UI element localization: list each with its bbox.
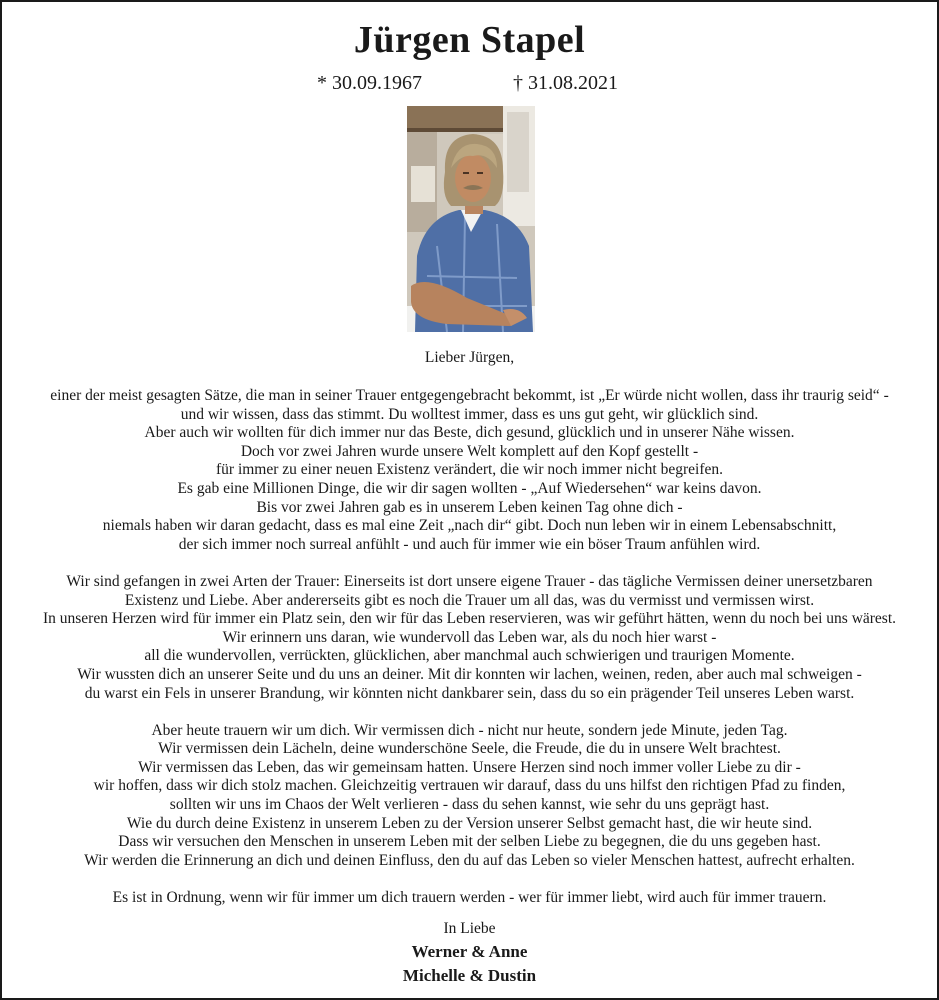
portrait-photo xyxy=(407,106,535,332)
text-line: Doch vor zwei Jahren wurde unsere Welt komplett auf den Kopf gestellt - xyxy=(240,442,699,460)
deceased-name: Jürgen Stapel xyxy=(353,19,586,61)
paragraph xyxy=(2,387,937,554)
text-line: du warst ein Fels in unserer Brandung, wir könnten nicht dankbarer sein, dass du so ein prägender Teil unseres Leben warst. xyxy=(84,684,855,702)
text-line: wir hoffen, dass wir dich stolz machen. Gleichzeitig vertrauen wir darauf, dass du uns hilfst den richtigen Pfad zu finden, xyxy=(93,777,846,795)
text-line: und wir wissen, dass das stimmt. Du wolltest immer, dass es uns gut geht, wir glücklich sind. xyxy=(180,405,759,423)
letter-body xyxy=(2,387,937,908)
text-line: Wir werden die Erinnerung an dich und deinen Einfluss, den du auf das Leben so vieler Menschen hattest, aufrecht erhalten. xyxy=(84,851,855,869)
text-line: sollten wir uns im Chaos der Welt verlieren - dass du sehen kannst, wie sehr du uns geprägt hast. xyxy=(169,796,770,814)
paragraph xyxy=(2,722,937,871)
death-date: † 31.08.2021 xyxy=(513,72,618,94)
text-line: der sich immer noch surreal anfühlt - und auch für immer wie ein böser Traum anfühlen wird. xyxy=(178,535,761,553)
salutation: Lieber Jürgen, xyxy=(424,349,515,366)
signer-line: Michelle & Dustin xyxy=(402,966,537,985)
text-line: Wir erinnern uns daran, wie wundervoll das Leben war, als du noch hier warst - xyxy=(222,628,717,646)
text-line: In unseren Herzen wird für immer ein Platz sein, den wir für das Leben reservieren, was wir geführt hätten, wenn du noch bei uns wärest. xyxy=(42,610,897,628)
birth-date: * 30.09.1967 xyxy=(317,72,422,94)
text-line: Wir vermissen dein Lächeln, deine wunderschöne Seele, die Freude, die du in unsere Welt brachtest. xyxy=(158,740,781,758)
text-line: Wir sind gefangen in zwei Arten der Trauer: Einerseits ist dort unsere eigene Trauer - das tägliche Vermissen deiner unersetzbaren xyxy=(66,572,873,590)
text-line: Dass wir versuchen den Menschen in unserem Leben mit der selben Liebe zu begegnen, die du uns gegeben hast. xyxy=(118,833,821,851)
text-line: einer der meist gesagten Sätze, die man in seiner Trauer entgegengebracht bekommt, ist „Er würde nicht wollen, dass ihr traurig seid“ - xyxy=(50,387,889,404)
text-line: Es ist in Ordnung, wenn wir für immer um dich trauern werden - wer für immer liebt, wird auch für immer trauern. xyxy=(112,889,827,907)
text-line: Wir vermissen das Leben, das wir gemeinsam hatten. Unsere Herzen sind noch immer voller Liebe zu dir - xyxy=(138,758,801,776)
paragraph xyxy=(2,573,937,703)
text-line: Existenz und Liebe. Aber andererseits gibt es noch die Trauer um all das, was du vermisst und vermissen wirst. xyxy=(124,591,815,609)
text-line: Es gab eine Millionen Dinge, die wir dir sagen wollten - „Auf Wiedersehen“ war keins davon. xyxy=(177,479,762,497)
closing-block xyxy=(2,918,937,988)
text-line: für immer zu einer neuen Existenz verändert, die wir noch immer nicht begreifen. xyxy=(216,461,723,479)
signer-line: Werner & Anne xyxy=(411,942,528,961)
text-line: Wir wussten dich an unserer Seite und du uns an deiner. Mit dir konnten wir lachen, weinen, reden, aber auch mal schweigen - xyxy=(77,665,862,683)
life-dates xyxy=(2,70,937,96)
text-line: Aber heute trauern wir um dich. Wir vermissen dich - nicht nur heute, sondern jede Minute, jeden Tag. xyxy=(151,721,788,739)
text-line: niemals haben wir daran gedacht, dass es mal eine Zeit „nach dir“ gibt. Doch nun leben wir in einem Lebensabschnitt, xyxy=(102,517,837,535)
text-line: Aber auch wir wollten für dich immer nur das Beste, dich gesund, glücklich und in unserer Nähe wissen. xyxy=(144,424,795,442)
text-line: Bis vor zwei Jahren gab es in unserem Leben keinen Tag ohne dich - xyxy=(256,498,683,516)
closing-phrase: In Liebe xyxy=(443,920,496,937)
text-line: Wie du durch deine Existenz in unserem Leben zu der Version unserer Selbst gemacht hast, die wir heute sind. xyxy=(126,814,813,832)
text-line: all die wundervollen, verrückten, glücklichen, aber manchmal auch schwierigen und traurigen Momente. xyxy=(144,647,795,665)
paragraph xyxy=(2,889,937,908)
